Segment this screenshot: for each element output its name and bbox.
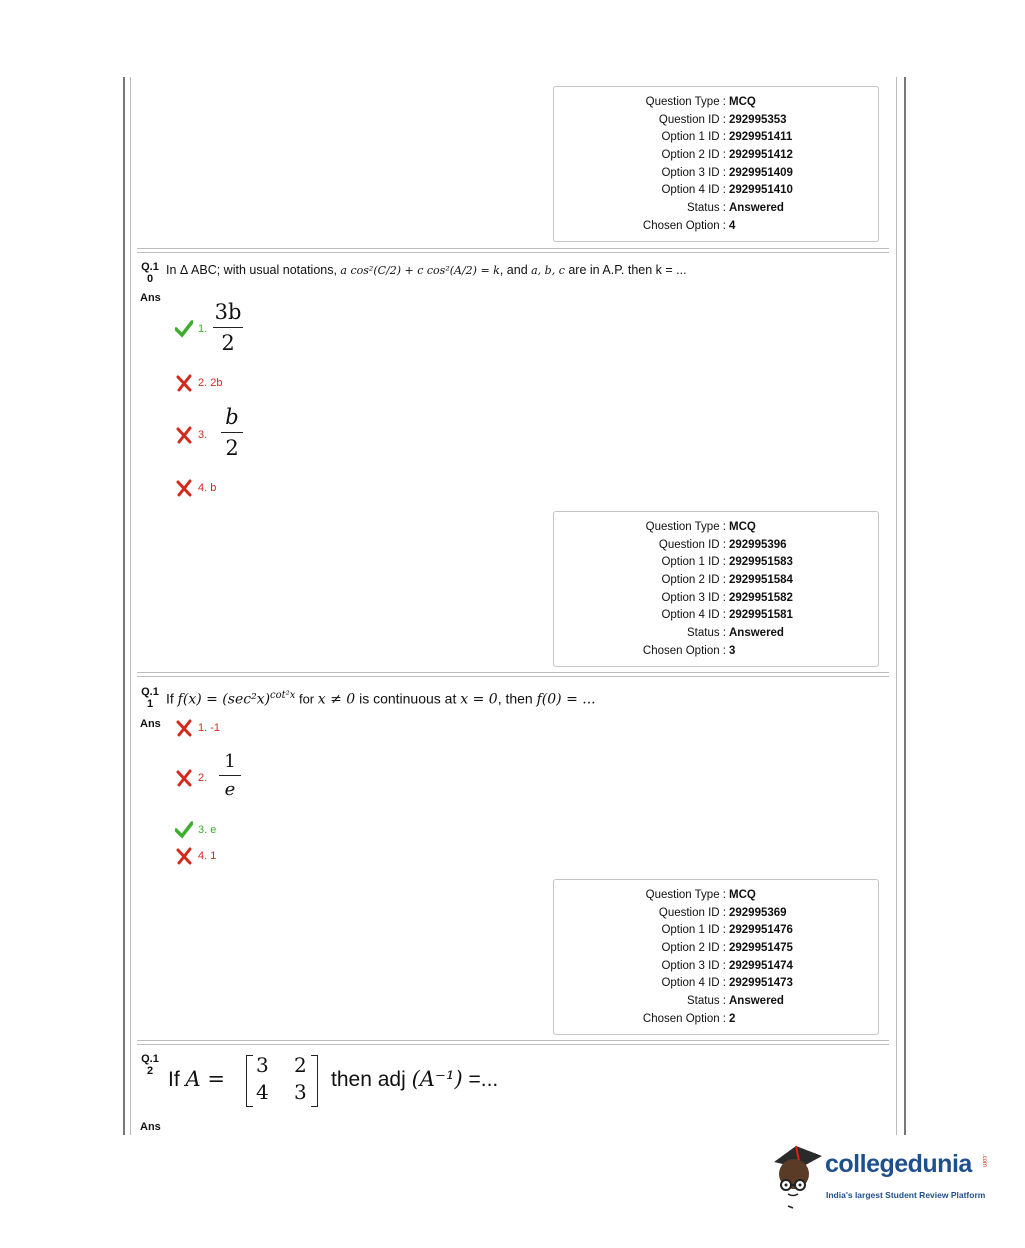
info-label: Option 3 ID :: [661, 167, 726, 179]
info-value: 2929951581: [729, 609, 793, 621]
cross-icon: [175, 769, 193, 787]
info-label: Option 2 ID :: [661, 149, 726, 161]
matrix-cell: 4: [256, 1080, 269, 1104]
question-separator: [137, 672, 889, 677]
question-text: If A =: [168, 1067, 225, 1091]
info-label: Option 1 ID :: [661, 924, 726, 936]
logo-tagline: India's largest Student Review Platform: [826, 1190, 986, 1200]
option-label: 4. 1: [198, 850, 217, 862]
info-value: 2929951473: [729, 977, 793, 989]
option-label: 3.: [198, 429, 208, 441]
info-label: Status :: [687, 995, 726, 1007]
check-icon: [175, 821, 193, 839]
option-label: 1.: [198, 323, 208, 335]
info-label: Chosen Option :: [642, 645, 726, 657]
cross-icon: [175, 719, 193, 737]
question-number: Q.1 2: [141, 1053, 159, 1077]
cross-icon: [175, 426, 193, 444]
info-value: 292995396: [729, 539, 787, 551]
option-label: 1. -1: [198, 722, 221, 734]
ans-label: Ans: [140, 1121, 161, 1133]
option-label: 2.: [198, 772, 208, 784]
info-value: 292995353: [729, 114, 787, 126]
question-separator: [137, 1040, 889, 1045]
cross-icon: [175, 847, 193, 865]
logo-com: .com: [981, 1154, 987, 1168]
ans-label: Ans: [140, 292, 161, 304]
info-label: Question Type :: [645, 521, 726, 533]
info-value: 2929951411: [729, 131, 793, 143]
info-value: 2929951410: [729, 184, 793, 196]
info-label: Option 4 ID :: [661, 609, 726, 621]
info-value: 2929951474: [729, 960, 793, 972]
option-label: 2. 2b: [198, 377, 223, 389]
option-fraction: 3b 2: [214, 300, 242, 355]
info-value: 2929951475: [729, 942, 793, 954]
matrix-cell: 3: [294, 1080, 307, 1104]
matrix-bracket-right: [311, 1055, 318, 1107]
info-value: Answered: [729, 995, 784, 1007]
info-label: Question ID :: [658, 539, 726, 551]
info-label: Question ID :: [658, 907, 726, 919]
info-label: Question Type :: [645, 889, 726, 901]
collegedunia-logo[interactable]: [766, 1140, 996, 1210]
matrix-cell: 3: [256, 1053, 269, 1077]
option-label: 3. e: [198, 824, 217, 836]
info-label: Option 2 ID :: [661, 942, 726, 954]
info-value: 2929951582: [729, 592, 793, 604]
info-label: Option 3 ID :: [661, 592, 726, 604]
info-value: 2929951412: [729, 149, 793, 161]
question-info-box: [553, 86, 879, 242]
ans-label: Ans: [140, 718, 161, 730]
info-label: Option 4 ID :: [661, 977, 726, 989]
info-value: 2: [729, 1013, 736, 1025]
info-value: 2929951583: [729, 556, 793, 568]
matrix: [246, 1053, 318, 1107]
question-text: If $f(x) = (\sec^2x)^{cot^2x}$ for x ≠ 0 is continuous at x = 0, then f(0) = ...: [166, 690, 596, 708]
cross-icon: [175, 479, 193, 497]
info-label: Chosen Option :: [642, 220, 726, 232]
info-value: 3: [729, 645, 736, 657]
info-value: MCQ: [729, 96, 756, 108]
info-label: Option 3 ID :: [661, 960, 726, 972]
question-number: Q.1 1: [141, 686, 159, 710]
info-value: Answered: [729, 627, 784, 639]
info-value: 292995369: [729, 907, 787, 919]
info-value: 2929951476: [729, 924, 793, 936]
question-separator: [137, 248, 889, 253]
info-label: Option 2 ID :: [661, 574, 726, 586]
info-label: Chosen Option :: [642, 1013, 726, 1025]
mascot-icon: [766, 1140, 826, 1210]
info-value: 2929951409: [729, 167, 793, 179]
logo-wordmark: collegedunia: [825, 1150, 972, 1178]
option-fraction: 1 e: [219, 751, 241, 800]
info-value: MCQ: [729, 521, 756, 533]
info-value: MCQ: [729, 889, 756, 901]
info-value: Answered: [729, 202, 784, 214]
question-info-box: [553, 511, 879, 667]
question-text-continued: then adj (A⁻¹) =...: [331, 1067, 499, 1091]
question-text: In Δ ABC; with usual notations, a cos²(C/2) + c cos²(A/2) = k, and a, b, c are in A.P. then k = ...: [166, 263, 687, 277]
info-value: 4: [729, 220, 736, 232]
option-fraction: b 2: [221, 405, 243, 460]
check-icon: [175, 320, 193, 338]
info-label: Status :: [687, 627, 726, 639]
info-value: 2929951584: [729, 574, 793, 586]
info-label: Option 1 ID :: [661, 131, 726, 143]
question-info-box: [553, 879, 879, 1035]
cross-icon: [175, 374, 193, 392]
option-label: 4. b: [198, 482, 217, 494]
info-label: Option 1 ID :: [661, 556, 726, 568]
matrix-bracket-left: [246, 1055, 253, 1107]
question-number: Q.1 0: [141, 261, 159, 285]
info-label: Question ID :: [658, 114, 726, 126]
info-label: Option 4 ID :: [661, 184, 726, 196]
info-label: Status :: [687, 202, 726, 214]
matrix-cell: 2: [294, 1053, 307, 1077]
info-label: Question Type :: [645, 96, 726, 108]
